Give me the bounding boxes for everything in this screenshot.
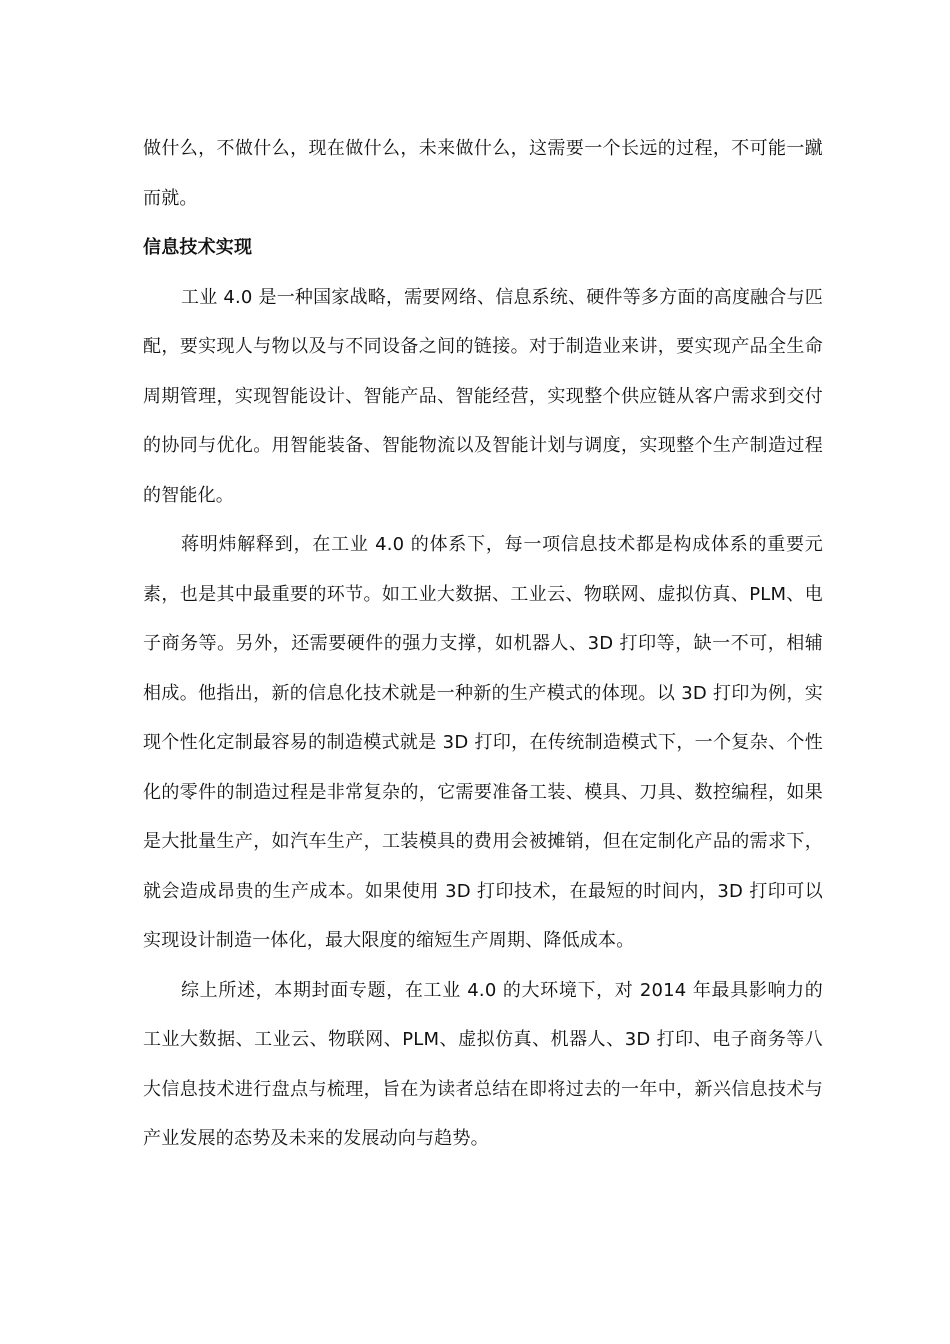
section-heading: 信息技术实现: [143, 237, 253, 258]
paragraph-jiang-explanation: 蒋明炜解释到，在工业 4.0 的体系下，每一项信息技术都是构成体系的重要元素，也是其中最重要的环节。如工业大数据、工业云、物联网、虚拟仿真、PLM、电子商务等。另外，还需要硬件的强力支撑，如机器人、3D 打印等，缺一不可，相辅相成。他指出，新的信息化技术就是一种新的生产模式的体现。以 3D 打印为例，实现个性化定制最容易的制造模式就是 3D 打印，在传统制造模式下，一个复杂、个性化的零件的制造过程是非常复杂的，它需要准备工装、模具、刀具、数控编程，如果是大批量生产，如汽车生产，工装模具的费用会被摊销，但在定制化产品的需求下，就会造成昂贵的生产成本。如果使用 3D 打印技术，在最短的时间内，3D 打印可以实现设计制造一体化，最大限度的缩短生产周期、降低成本。: [143, 534, 823, 951]
paragraph-industry-strategy: 工业 4.0 是一种国家战略，需要网络、信息系统、硬件等多方面的高度融合与匹配，要实现人与物以及与不同设备之间的链接。对于制造业来讲，要实现产品全生命周期管理，实现智能设计、智能产品、智能经营，实现整个供应链从客户需求到交付的协同与优化。用智能装备、智能物流以及智能计划与调度，实现整个生产制造过程的智能化。: [143, 286, 823, 506]
paragraph-summary: 综上所述，本期封面专题，在工业 4.0 的大环境下，对 2014 年最具影响力的工业大数据、工业云、物联网、PLM、虚拟仿真、机器人、3D 打印、电子商务等八大信息技术进行盘点与梳理，旨在为读者总结在即将过去的一年中，新兴信息技术与产业发展的态势及未来的发展动向与趋势。: [143, 979, 823, 1149]
article-body: [143, 124, 823, 1164]
paragraph-continuation: 做什么，不做什么，现在做什么，未来做什么，这需要一个长远的过程，不可能一蹴而就。: [143, 138, 823, 209]
